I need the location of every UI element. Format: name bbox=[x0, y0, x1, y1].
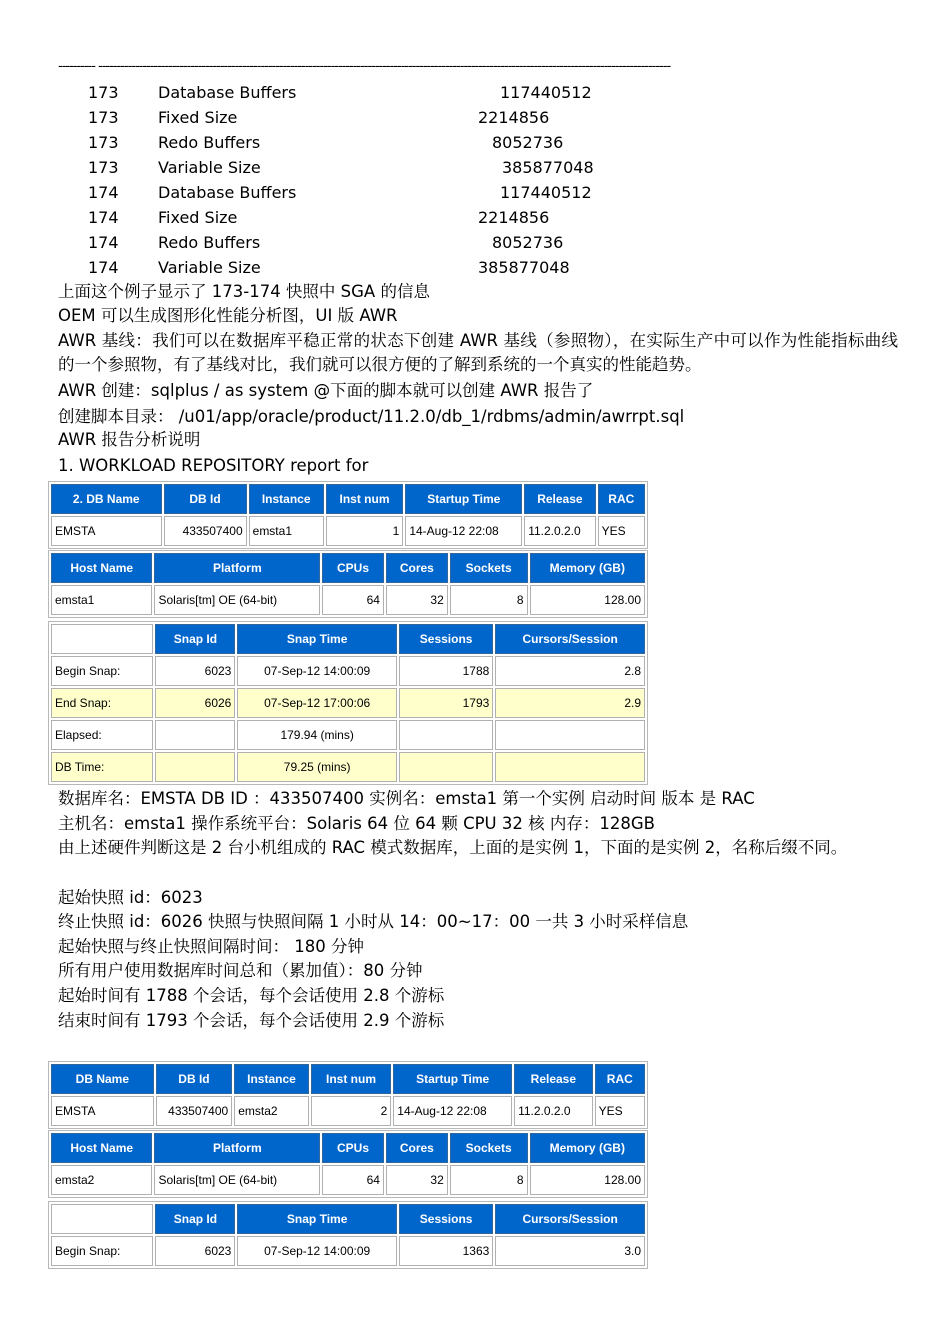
table-cell: 3.0 bbox=[495, 1236, 645, 1266]
col-header: Snap Id bbox=[155, 1204, 235, 1234]
table-row bbox=[51, 688, 645, 718]
col-header: Inst num bbox=[311, 1064, 392, 1094]
col-header: Sockets bbox=[450, 553, 528, 583]
col-header: DB Name bbox=[51, 1064, 154, 1094]
table-cell: 07-Sep-12 14:00:09 bbox=[237, 656, 397, 686]
col-header: Cores bbox=[386, 553, 448, 583]
table-cell bbox=[155, 752, 235, 782]
col-header: Platform bbox=[154, 1133, 320, 1163]
table-cell: 14-Aug-12 22:08 bbox=[405, 516, 522, 546]
col-header: Instance bbox=[234, 1064, 309, 1094]
db-info-table-2 bbox=[48, 1061, 648, 1129]
table-cell: 6023 bbox=[155, 1236, 235, 1266]
col-header: Snap Time bbox=[237, 1204, 397, 1234]
component-value: 117440512 bbox=[500, 83, 592, 102]
table-header-row bbox=[51, 553, 645, 583]
paragraph: 起始快照与终止快照间隔时间： 180 分钟 bbox=[58, 937, 364, 956]
db-info-table bbox=[48, 481, 648, 549]
table-cell bbox=[399, 752, 493, 782]
table-row bbox=[51, 1236, 645, 1266]
col-header: RAC bbox=[598, 484, 645, 514]
table-header-row bbox=[51, 484, 645, 514]
host-info-table bbox=[48, 550, 648, 618]
component-value: 117440512 bbox=[500, 183, 592, 202]
table-row bbox=[51, 585, 645, 615]
col-header: Startup Time bbox=[393, 1064, 512, 1094]
separator-dashes: ---------- ----------------------------------------------------------------------------------------------------------------------------------------------------------- bbox=[58, 59, 671, 74]
table-cell: YES bbox=[595, 1096, 645, 1126]
table-cell: 2 bbox=[311, 1096, 392, 1126]
paragraph: 主机名：emsta1 操作系统平台：Solaris 64 位 64 颗 CPU 32 核 内存：128GB bbox=[58, 814, 655, 833]
table-cell: Begin Snap: bbox=[51, 1236, 153, 1266]
snap-number: 174 bbox=[88, 208, 119, 227]
paragraph: 起始时间有 1788 个会话，每个会话使用 2.8 个游标 bbox=[58, 986, 445, 1005]
paragraph: 终止快照 id：6026 快照与快照间隔 1 小时从 14：00~17：00 一共 3 小时采样信息 bbox=[58, 912, 689, 931]
table-cell: 6023 bbox=[155, 656, 235, 686]
table-cell bbox=[495, 752, 645, 782]
snap-number: 174 bbox=[88, 258, 119, 277]
table-cell: 1 bbox=[326, 516, 404, 546]
table-cell: 8 bbox=[450, 1165, 528, 1195]
col-header: Startup Time bbox=[405, 484, 522, 514]
table-cell: 07-Sep-12 14:00:09 bbox=[237, 1236, 397, 1266]
table-cell: DB Time: bbox=[51, 752, 153, 782]
table-header-row bbox=[51, 624, 645, 654]
col-header: DB Id bbox=[164, 484, 247, 514]
table-cell: EMSTA bbox=[51, 516, 162, 546]
table-cell: 64 bbox=[322, 1165, 384, 1195]
col-header: 2. DB Name bbox=[51, 484, 162, 514]
component-value: 385877048 bbox=[478, 258, 570, 277]
component-name: Redo Buffers bbox=[158, 133, 261, 152]
paragraph: 所有用户使用数据库时间总和（累加值）：80 分钟 bbox=[58, 961, 423, 980]
col-header: Cores bbox=[386, 1133, 448, 1163]
table-header-row bbox=[51, 1064, 645, 1094]
col-header: Release bbox=[524, 484, 595, 514]
table-cell: Solaris[tm] OE (64-bit) bbox=[154, 1165, 320, 1195]
table-cell bbox=[399, 720, 493, 750]
col-header: Platform bbox=[154, 553, 320, 583]
snap-number: 174 bbox=[88, 233, 119, 252]
table-row bbox=[51, 516, 645, 546]
component-name: Variable Size bbox=[158, 158, 261, 177]
component-value: 2214856 bbox=[478, 108, 550, 127]
component-value: 2214856 bbox=[478, 208, 550, 227]
table-cell: 32 bbox=[386, 585, 448, 615]
table-row bbox=[51, 1096, 645, 1126]
component-name: Database Buffers bbox=[158, 183, 297, 202]
col-header: Memory (GB) bbox=[530, 553, 645, 583]
col-header: RAC bbox=[595, 1064, 645, 1094]
col-header: Snap Time bbox=[237, 624, 397, 654]
paragraph: OEM 可以生成图形化性能分析图，UI 版 AWR bbox=[58, 306, 398, 325]
col-header: Sockets bbox=[450, 1133, 528, 1163]
col-header: Cursors/Session bbox=[495, 1204, 645, 1234]
table-row bbox=[51, 752, 645, 782]
table-row bbox=[51, 1165, 645, 1195]
table-header-row bbox=[51, 1133, 645, 1163]
table-cell: Elapsed: bbox=[51, 720, 153, 750]
component-name: Database Buffers bbox=[158, 83, 297, 102]
component-name: Fixed Size bbox=[158, 208, 238, 227]
table-cell bbox=[495, 720, 645, 750]
col-header: DB Id bbox=[156, 1064, 233, 1094]
table-cell: 11.2.0.2.0 bbox=[524, 516, 595, 546]
paragraph: AWR 创建：sqlplus / as system @下面的脚本就可以创建 AWR 报告了 bbox=[58, 381, 594, 400]
col-header: CPUs bbox=[322, 1133, 384, 1163]
paragraph: 起始快照 id：6023 bbox=[58, 888, 203, 907]
col-header: Release bbox=[514, 1064, 593, 1094]
component-name: Redo Buffers bbox=[158, 233, 261, 252]
table-cell: Solaris[tm] OE (64-bit) bbox=[154, 585, 320, 615]
paragraph: 由上述硬件判断这是 2 台小机组成的 RAC 模式数据库，上面的是实例 1，下面的是实例 2，名称后缀不同。 bbox=[58, 838, 848, 857]
component-value: 385877048 bbox=[502, 158, 594, 177]
table-cell: 2.9 bbox=[495, 688, 645, 718]
col-header: Host Name bbox=[51, 1133, 152, 1163]
table-cell: emsta2 bbox=[234, 1096, 309, 1126]
table-cell: 2.8 bbox=[495, 656, 645, 686]
col-header: CPUs bbox=[322, 553, 384, 583]
host-info-table-2 bbox=[48, 1130, 648, 1198]
col-header: Inst num bbox=[326, 484, 404, 514]
col-header bbox=[51, 624, 153, 654]
table-cell: 64 bbox=[322, 585, 384, 615]
component-value: 8052736 bbox=[492, 133, 564, 152]
table-header-row bbox=[51, 1204, 645, 1234]
col-header: Snap Id bbox=[155, 624, 235, 654]
col-header: Sessions bbox=[399, 1204, 493, 1234]
table-cell: emsta1 bbox=[249, 516, 324, 546]
table-cell: 11.2.0.2.0 bbox=[514, 1096, 593, 1126]
table-cell: 433507400 bbox=[156, 1096, 233, 1126]
table-row bbox=[51, 720, 645, 750]
table-cell: 179.94 (mins) bbox=[237, 720, 397, 750]
table-cell: 128.00 bbox=[530, 1165, 645, 1195]
table-cell: 32 bbox=[386, 1165, 448, 1195]
paragraph: 创建脚本目录： /u01/app/oracle/product/11.2.0/db_1/rdbms/admin/awrrpt.sql bbox=[58, 407, 685, 426]
table-cell: YES bbox=[598, 516, 645, 546]
table-cell bbox=[155, 720, 235, 750]
col-header: Sessions bbox=[399, 624, 493, 654]
snap-number: 173 bbox=[88, 133, 119, 152]
snap-number: 173 bbox=[88, 83, 119, 102]
table-cell: emsta1 bbox=[51, 585, 152, 615]
table-cell: End Snap: bbox=[51, 688, 153, 718]
paragraph: AWR 基线：我们可以在数据库平稳正常的状态下创建 AWR 基线（参照物），在实际生产中可以作为性能指标曲线的一个参照物，有了基线对比，我们就可以很方便的了解到系统的一个真实的性能趋势。 bbox=[58, 331, 898, 374]
paragraph: 数据库名：EMSTA DB ID ：433507400 实例名：emsta1 第一个实例 启动时间 版本 是 RAC bbox=[58, 789, 755, 808]
col-header: Host Name bbox=[51, 553, 152, 583]
table-cell: Begin Snap: bbox=[51, 656, 153, 686]
table-cell: emsta2 bbox=[51, 1165, 152, 1195]
table-cell: 14-Aug-12 22:08 bbox=[393, 1096, 512, 1126]
snap-number: 174 bbox=[88, 183, 119, 202]
component-name: Fixed Size bbox=[158, 108, 238, 127]
table-cell: 1363 bbox=[399, 1236, 493, 1266]
table-cell: 1793 bbox=[399, 688, 493, 718]
table-row bbox=[51, 656, 645, 686]
paragraph: 上面这个例子显示了 173-174 快照中 SGA 的信息 bbox=[58, 282, 430, 301]
paragraph: 结束时间有 1793 个会话，每个会话使用 2.9 个游标 bbox=[58, 1011, 445, 1030]
paragraph: AWR 报告分析说明 bbox=[58, 430, 201, 449]
col-header: Cursors/Session bbox=[495, 624, 645, 654]
table-cell: 1788 bbox=[399, 656, 493, 686]
col-header: Memory (GB) bbox=[530, 1133, 645, 1163]
col-header bbox=[51, 1204, 153, 1234]
table-cell: 8 bbox=[450, 585, 528, 615]
snapshot-table bbox=[48, 621, 648, 785]
table-cell: 07-Sep-12 17:00:06 bbox=[237, 688, 397, 718]
col-header: Instance bbox=[249, 484, 324, 514]
table-cell: 79.25 (mins) bbox=[237, 752, 397, 782]
component-value: 8052736 bbox=[492, 233, 564, 252]
table-cell: 6026 bbox=[155, 688, 235, 718]
list-heading: 1. WORKLOAD REPOSITORY report for bbox=[58, 456, 369, 475]
table-cell: 128.00 bbox=[530, 585, 645, 615]
snapshot-table-2 bbox=[48, 1201, 648, 1269]
table-cell: 433507400 bbox=[164, 516, 247, 546]
snap-number: 173 bbox=[88, 108, 119, 127]
table-cell: EMSTA bbox=[51, 1096, 154, 1126]
component-name: Variable Size bbox=[158, 258, 261, 277]
snap-number: 173 bbox=[88, 158, 119, 177]
